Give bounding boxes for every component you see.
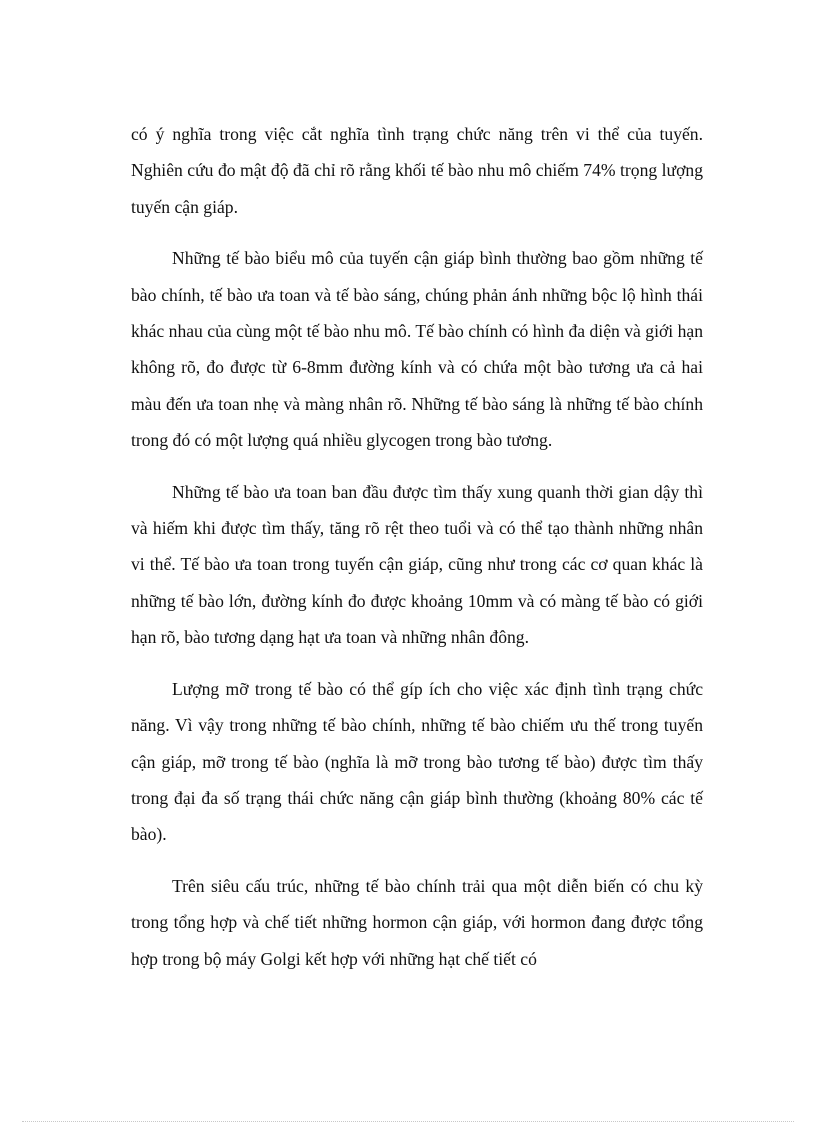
paragraph-continuation: có ý nghĩa trong việc cắt nghĩa tình trạng chức năng trên vi thể của tuyến. Nghiên cứu đo mật độ đã chỉ rõ rằng khối tế bào nhu mô chiếm 74% trọng lượng tuyến cận giáp. xyxy=(131,124,703,217)
paragraph-oxyphil-cells: Những tế bào ưa toan ban đầu được tìm thấy xung quanh thời gian dậy thì và hiếm khi được tìm thấy, tăng rõ rệt theo tuổi và có thể tạo thành những nhân vi thể. Tế bào ưa toan trong tuyến cận giáp, cũng như trong các cơ quan khác là những tế bào lớn, đường kính đo được khoảng 10mm và có màng tế bào có giới hạn rõ, bào tương dạng hạt ưa toan và những nhân đông. xyxy=(131,481,703,648)
paragraph-intracellular-fat: Lượng mỡ trong tế bào có thể gíp ích cho việc xác định tình trạng chức năng. Vì vậy trong những tế bào chính, những tế bào chiếm ưu thế trong tuyến cận giáp, mỡ trong tế bào (nghĩa là mỡ trong bào tương tế bào) được tìm thấy trong đại đa số trạng thái chức năng cận giáp bình thường (khoảng 80% các tế bào). xyxy=(131,678,703,845)
paragraph-cell-types: Những tế bào biểu mô của tuyến cận giáp bình thường bao gồm những tế bào chính, tế bào ưa toan và tế bào sáng, chúng phản ánh những bộc lộ hình thái khác nhau của cùng một tế bào nhu mô. Tế bào chính có hình đa diện và giới hạn không rõ, đo được từ 6-8mm đường kính và có chứa một bào tương ưa cả hai màu đến ưa toan nhẹ và màng nhân rõ. Những tế bào sáng là những tế bào chính trong đó có một lượng quá nhiều glycogen trong bào tương. xyxy=(131,248,703,451)
paragraph-ultrastructure: Trên siêu cấu trúc, những tế bào chính trải qua một diễn biến có chu kỳ trong tổng hợp và chế tiết những hormon cận giáp, với hormon đang được tổng hợp trong bộ máy Golgi kết hợp với những hạt chế tiết có xyxy=(131,875,703,969)
page-bottom-divider xyxy=(22,1121,794,1122)
body-text xyxy=(131,116,703,992)
